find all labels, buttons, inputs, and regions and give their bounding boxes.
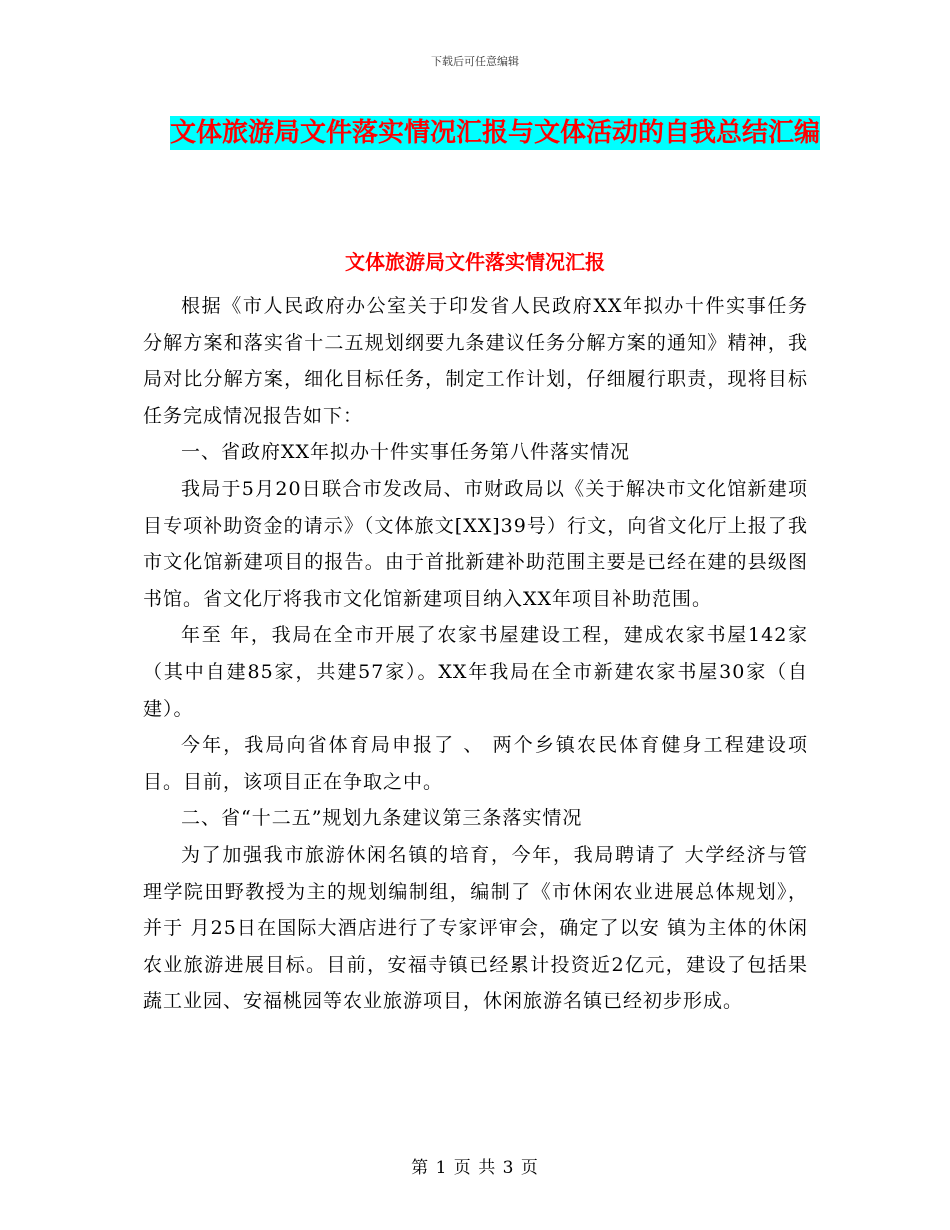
document-main-title [150,110,840,156]
paragraph: 年至 年，我局在全市开展了农家书屋建设工程，建成农家书屋142家（其中自建85家，共建57家）。XX年我局在全市新建农家书屋30家（自建）。 [143,624,808,720]
paragraph: 二、省“十二五”规划九条建议第三条落实情况 [181,807,583,830]
section-title: 文体旅游局文件落实情况汇报 [345,250,605,274]
paragraph: 今年，我局向省体育局申报了 、 两个乡镇农民体育健身工程建设项目。目前，该项目正在争取之中。 [143,734,808,793]
paragraph: 我局于5月20日联合市发改局、市财政局以《关于解决市文化馆新建项目专项补助资金的请示》（文体旅文[XX]39号）行文，向省文化厅上报了我市文化馆新建项目的报告。由于首批新建补助范围主要是已经在建的县级图书馆。省文化厅将我市文化馆新建项目纳入XX年项目补助范围。 [143,477,808,610]
main-title-text: 文体旅游局文件落实情况汇报与文体活动的自我总结汇编 [169,118,820,148]
paragraph: 为了加强我市旅游休闲名镇的培育，今年，我局聘请了 大学经济与管理学院田野教授为主的规划编制组，编制了《市休闲农业进展总体规划》，并于 月25日在国际大酒店进行了专家评审会，确定了以安 镇为主体的休闲农业旅游进展目标。目前，安福寺镇已经累计投资近2亿元，建设了包括果蔬工业园、安福桃园等农业旅游项目，休闲旅游名镇已经初步形成。 [143,843,808,1013]
paragraph: 根据《市人民政府办公室关于印发省人民政府XX年拟办十件实事任务分解方案和落实省十二五规划纲要九条建议任务分解方案的通知》精神，我局对比分解方案，细化目标任务，制定工作计划，仔细履行职责，现将目标任务完成情况报告如下： [143,295,808,427]
document-body [143,288,808,1020]
page-footer: 第 1 页 共 3 页 [411,1158,539,1178]
paragraph: 一、省政府XX年拟办十件实事任务第八件落实情况 [181,441,631,464]
header-note: 下载后可任意编辑 [431,55,519,68]
